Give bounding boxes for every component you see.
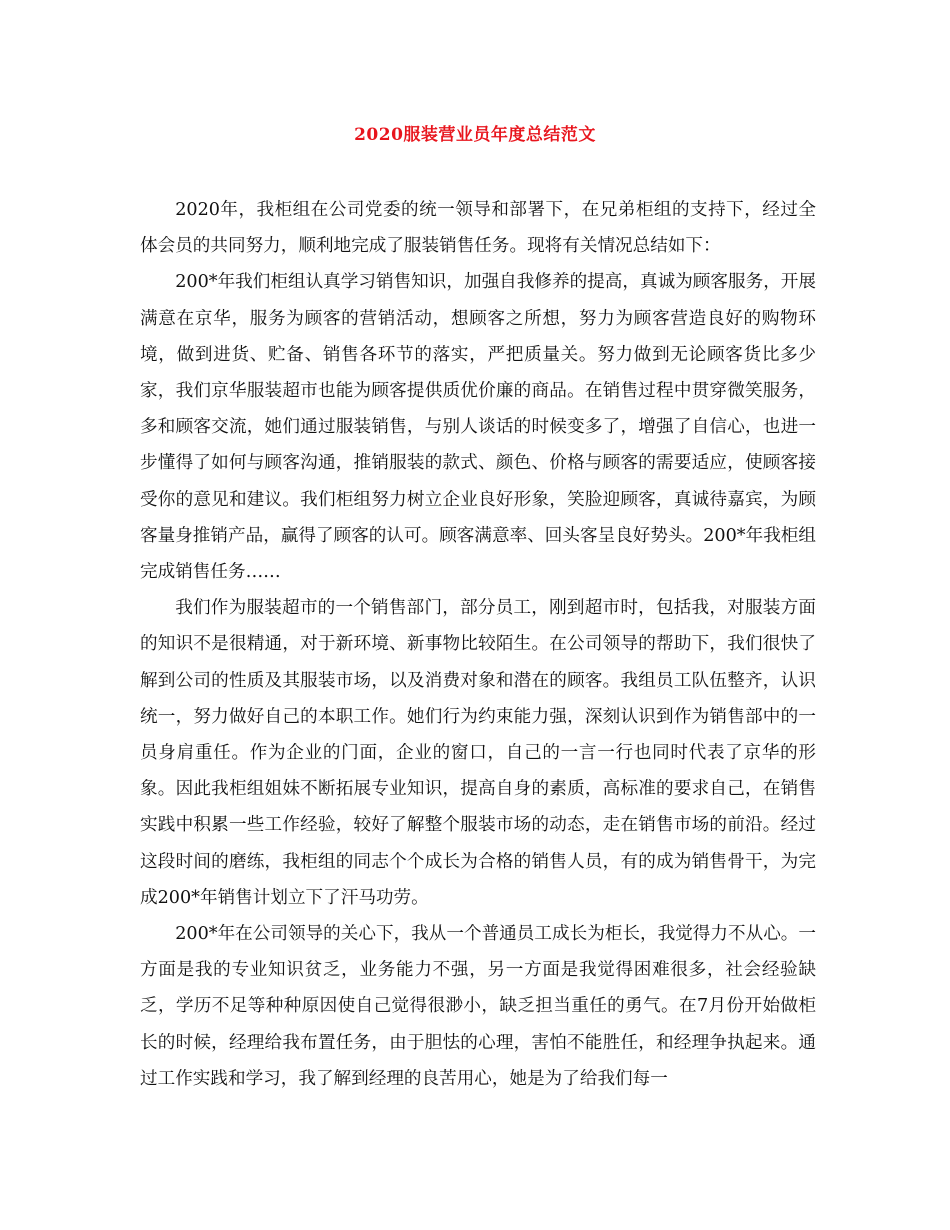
paragraph-2: 200*年我们柜组认真学习销售知识，加强自我修养的提高，真诚为顾客服务，开展满意在京华，服务为顾客的营销活动，想顾客之所想，努力为顾客营造良好的购物环境，做到进货、贮备、销售各环节的落实，严把质量关。努力做到无论顾客货比多少家，我们京华服装超市也能为顾客提供质优价廉的商品。在销售过程中贯穿微笑服务，多和顾客交流，她们通过服装销售，与别人谈话的时候变多了，增强了自信心，也进一步懂得了如何与顾客沟通，推销服装的款式、颜色、价格与顾客的需要适应，使顾客接受你的意见和建议。我们柜组努力树立企业良好形象，笑脸迎顾客，真诚待嘉宾，为顾客量身推销产品，赢得了顾客的认可。顾客满意率、回头客呈良好势头。200*年我柜组完成销售任务…… <box>140 272 816 583</box>
paragraph-1: 2020年，我柜组在公司党委的统一领导和部署下，在兄弟柜组的支持下，经过全体会员的共同努力，顺利地完成了服装销售任务。现将有关情况总结如下： <box>140 200 816 257</box>
paragraph-4: 200*年在公司领导的关心下，我从一个普通员工成长为柜长，我觉得力不从心。一方面是我的专业知识贫乏，业务能力不强，另一方面是我觉得困难很多，社会经验缺乏，学历不足等种种原因使自己觉得很渺小，缺乏担当重任的勇气。在7月份开始做柜长的时候，经理给我布置任务，由于胆怯的心理，害怕不能胜任，和经理争执起来。通过工作实践和学习，我了解到经理的良苦用心，她是为了给我们每一 <box>140 924 816 1089</box>
document-body <box>140 192 816 1097</box>
document-title: 2020服装营业员年度总结范文 <box>354 125 596 145</box>
paragraph-3: 我们作为服装超市的一个销售部门，部分员工，刚到超市时，包括我，对服装方面的知识不是很精通，对于新环境、新事物比较陌生。在公司领导的帮助下，我们很快了解到公司的性质及其服装市场，以及消费对象和潜在的顾客。我组员工队伍整齐，认识统一，努力做好自己的本职工作。她们行为约束能力强，深刻认识到作为销售部中的一员身肩重任。作为企业的门面，企业的窗口，自己的一言一行也同时代表了京华的形象。因此我柜组姐妹不断拓展专业知识，提高自身的素质，高标准的要求自己，在销售实践中积累一些工作经验，较好了解整个服装市场的动态，走在销售市场的前沿。经过这段时间的磨练，我柜组的同志个个成长为合格的销售人员，有的成为销售骨干，为完成200*年销售计划立下了汗马功劳。 <box>140 598 816 908</box>
